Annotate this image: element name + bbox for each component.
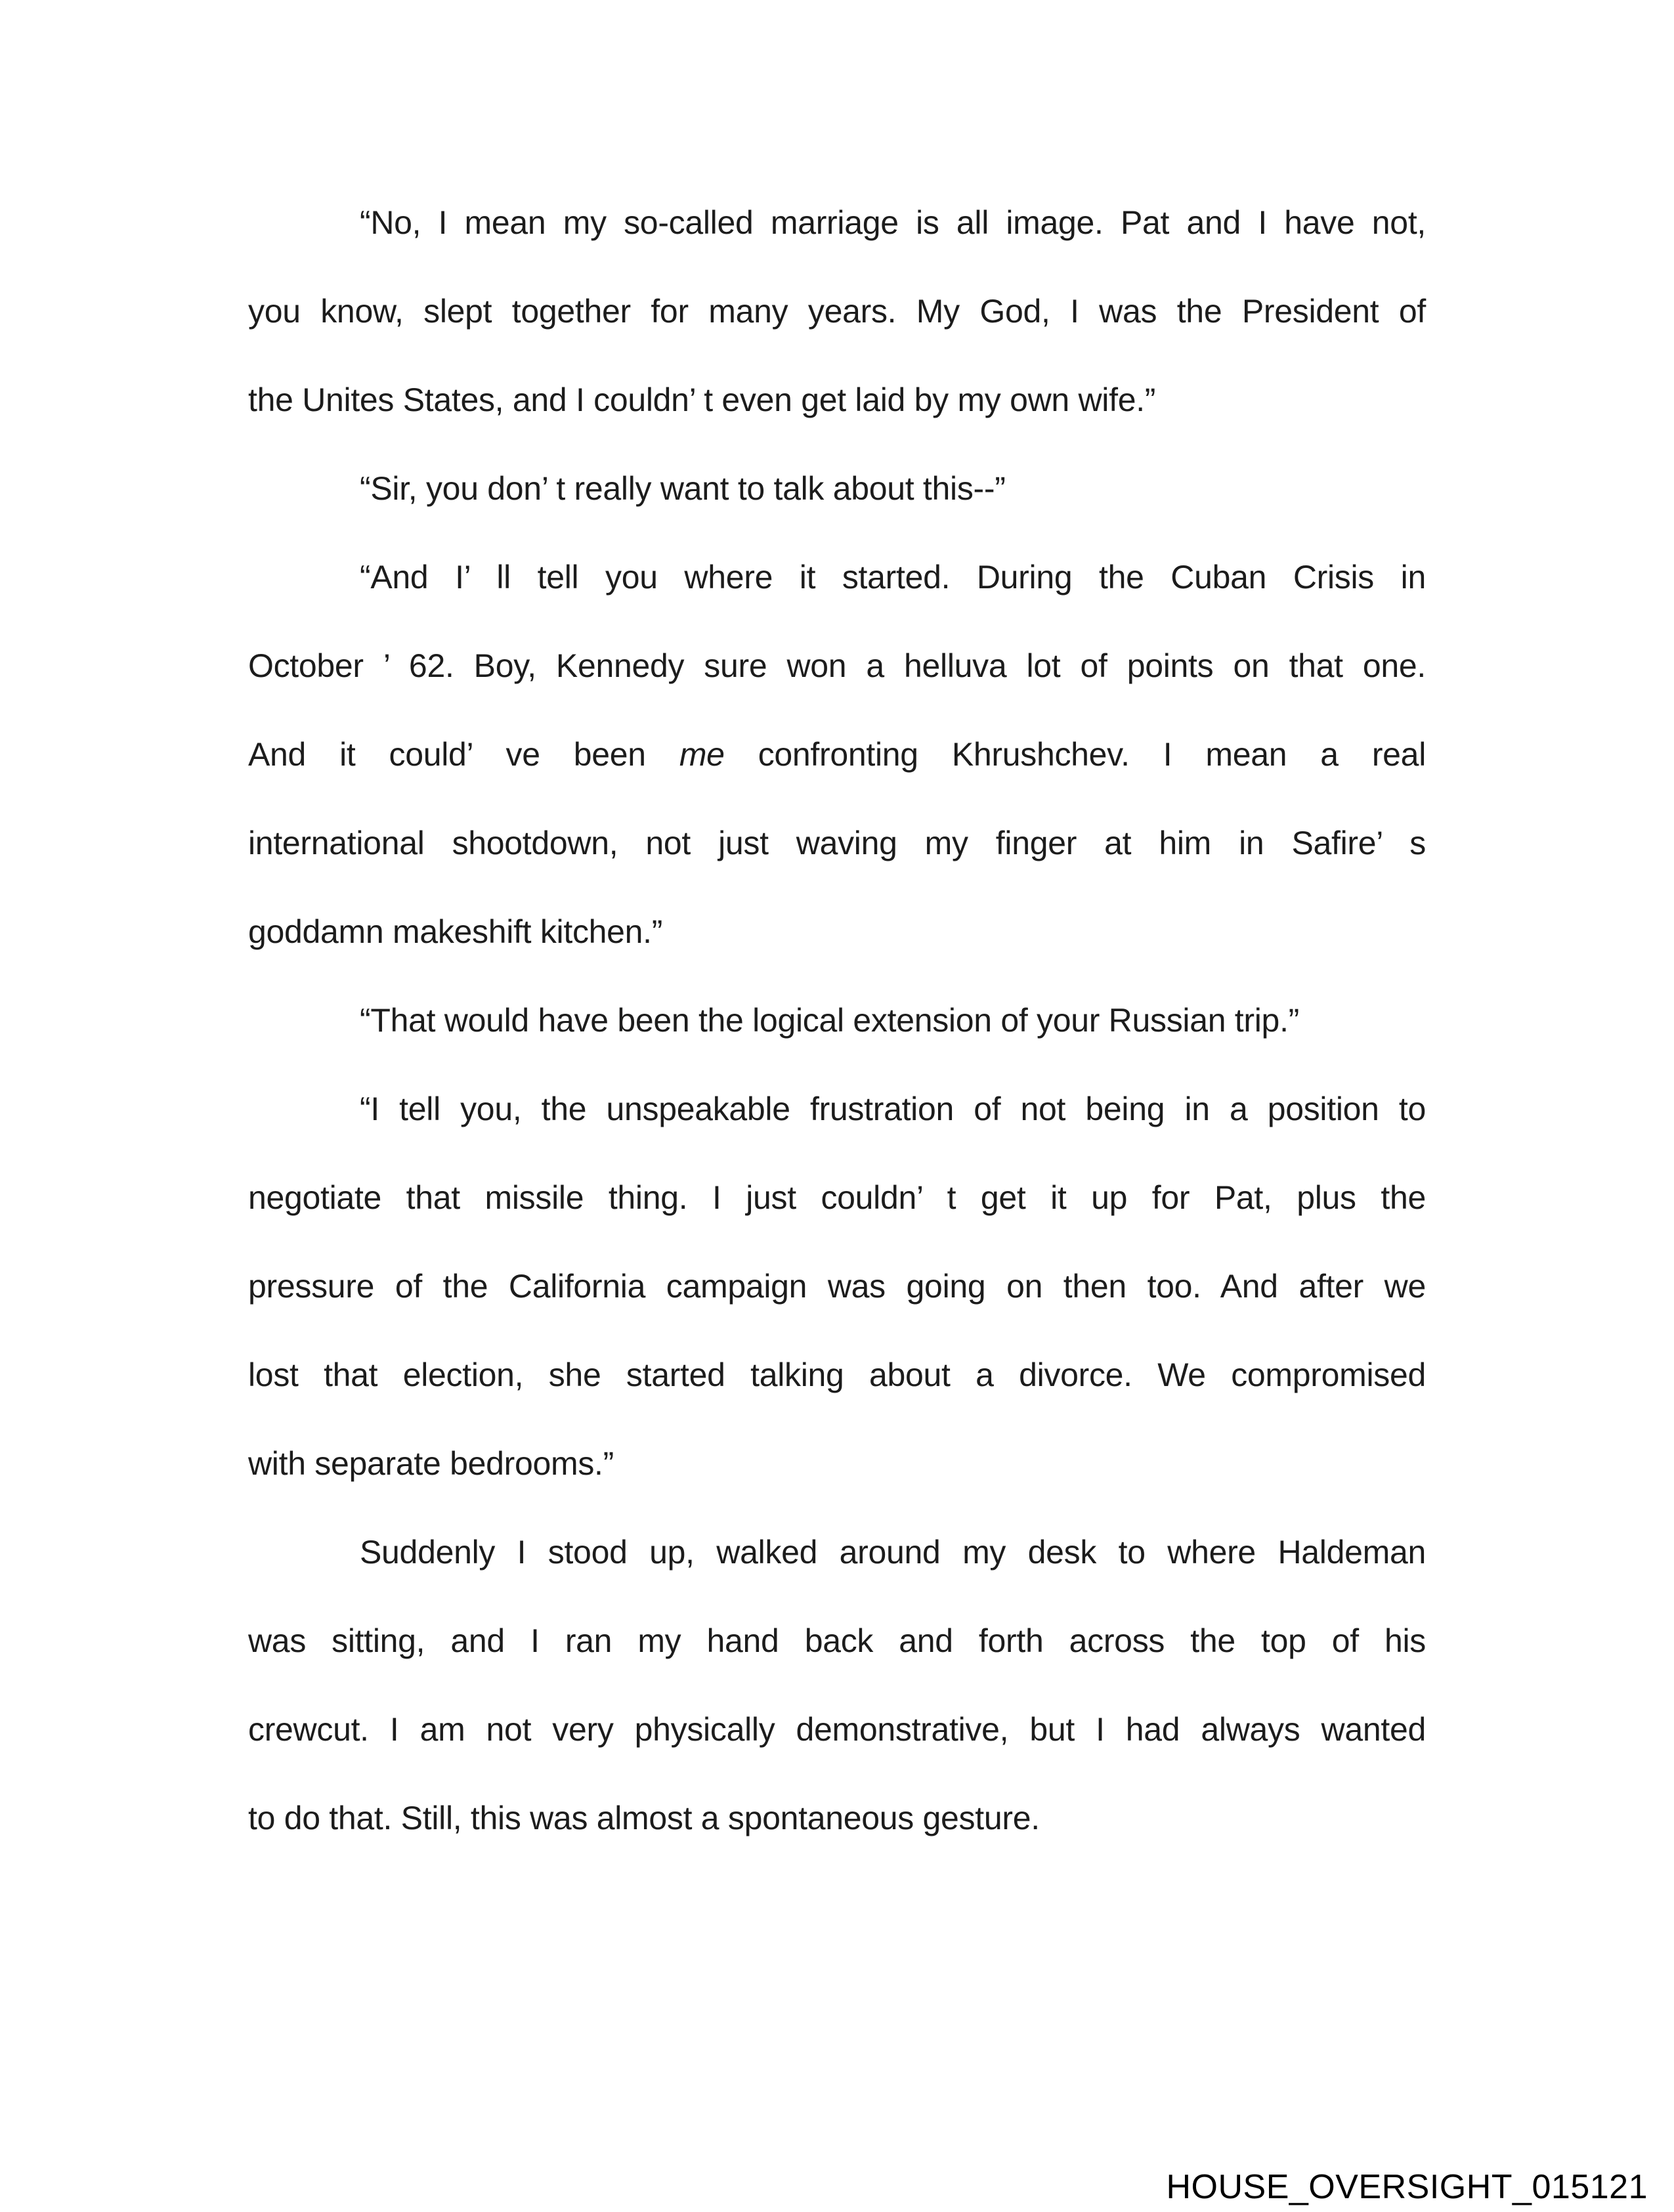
italic-text: me bbox=[679, 736, 725, 773]
paragraph bbox=[248, 533, 1426, 976]
paragraph bbox=[248, 1508, 1426, 1863]
text-line bbox=[248, 1154, 1426, 1242]
paragraph bbox=[248, 976, 1426, 1065]
text-line bbox=[248, 1508, 1426, 1597]
paragraph bbox=[248, 1065, 1426, 1508]
text-segment: “No, I mean my so-called marriage is all image. Pat and I have not, bbox=[360, 204, 1426, 241]
text-line bbox=[248, 1331, 1426, 1420]
text-segment: October ’ 62. Boy, Kennedy sure won a helluva lot of points on that one. bbox=[248, 647, 1426, 684]
text-segment: the Unites States, and I couldn’ t even get laid by my own wife.” bbox=[248, 381, 1156, 418]
text-segment: crewcut. I am not very physically demonstrative, but I had always wanted bbox=[248, 1711, 1426, 1748]
text-line bbox=[248, 888, 1426, 976]
text-line bbox=[248, 622, 1426, 710]
text-segment: to do that. Still, this was almost a spontaneous gesture. bbox=[248, 1800, 1040, 1836]
text-segment: pressure of the California campaign was going on then too. And after we bbox=[248, 1268, 1426, 1305]
body-text bbox=[248, 179, 1426, 1863]
text-line bbox=[248, 1242, 1426, 1331]
text-line bbox=[248, 445, 1426, 533]
text-segment: “That would have been the logical extension of your Russian trip.” bbox=[360, 1002, 1300, 1039]
text-line bbox=[248, 1685, 1426, 1774]
text-segment: confronting Khrushchev. I mean a real bbox=[724, 736, 1426, 773]
text-line bbox=[248, 710, 1426, 799]
text-segment: lost that election, she started talking about a divorce. We compromised bbox=[248, 1356, 1426, 1393]
text-segment: international shootdown, not just waving my finger at him in Safire’ s bbox=[248, 825, 1426, 861]
text-segment: And it could’ ve been bbox=[248, 736, 679, 773]
text-segment: negotiate that missile thing. I just couldn’ t get it up for Pat, plus the bbox=[248, 1179, 1426, 1216]
text-segment: with separate bedrooms.” bbox=[248, 1445, 614, 1482]
text-line bbox=[248, 799, 1426, 888]
text-segment: Suddenly I stood up, walked around my desk to where Haldeman bbox=[360, 1534, 1426, 1571]
text-segment: “Sir, you don’ t really want to talk about this--” bbox=[360, 470, 1006, 507]
text-line bbox=[248, 1065, 1426, 1154]
text-line bbox=[248, 1597, 1426, 1685]
text-line bbox=[248, 533, 1426, 622]
text-line bbox=[248, 267, 1426, 356]
text-segment: “And I’ ll tell you where it started. During the Cuban Crisis in bbox=[360, 559, 1426, 596]
text-line bbox=[248, 976, 1426, 1065]
bates-number: HOUSE_OVERSIGHT_015121 bbox=[1166, 2168, 1648, 2206]
text-segment: “I tell you, the unspeakable frustration of not being in a position to bbox=[360, 1091, 1426, 1127]
text-line bbox=[248, 1774, 1426, 1863]
text-segment: goddamn makeshift kitchen.” bbox=[248, 913, 663, 950]
text-segment: you know, slept together for many years. My God, I was the President of bbox=[248, 293, 1426, 330]
paragraph bbox=[248, 445, 1426, 533]
text-line bbox=[248, 179, 1426, 267]
text-segment: was sitting, and I ran my hand back and forth across the top of his bbox=[248, 1622, 1426, 1659]
text-line bbox=[248, 1420, 1426, 1508]
paragraph bbox=[248, 179, 1426, 445]
text-line bbox=[248, 356, 1426, 445]
